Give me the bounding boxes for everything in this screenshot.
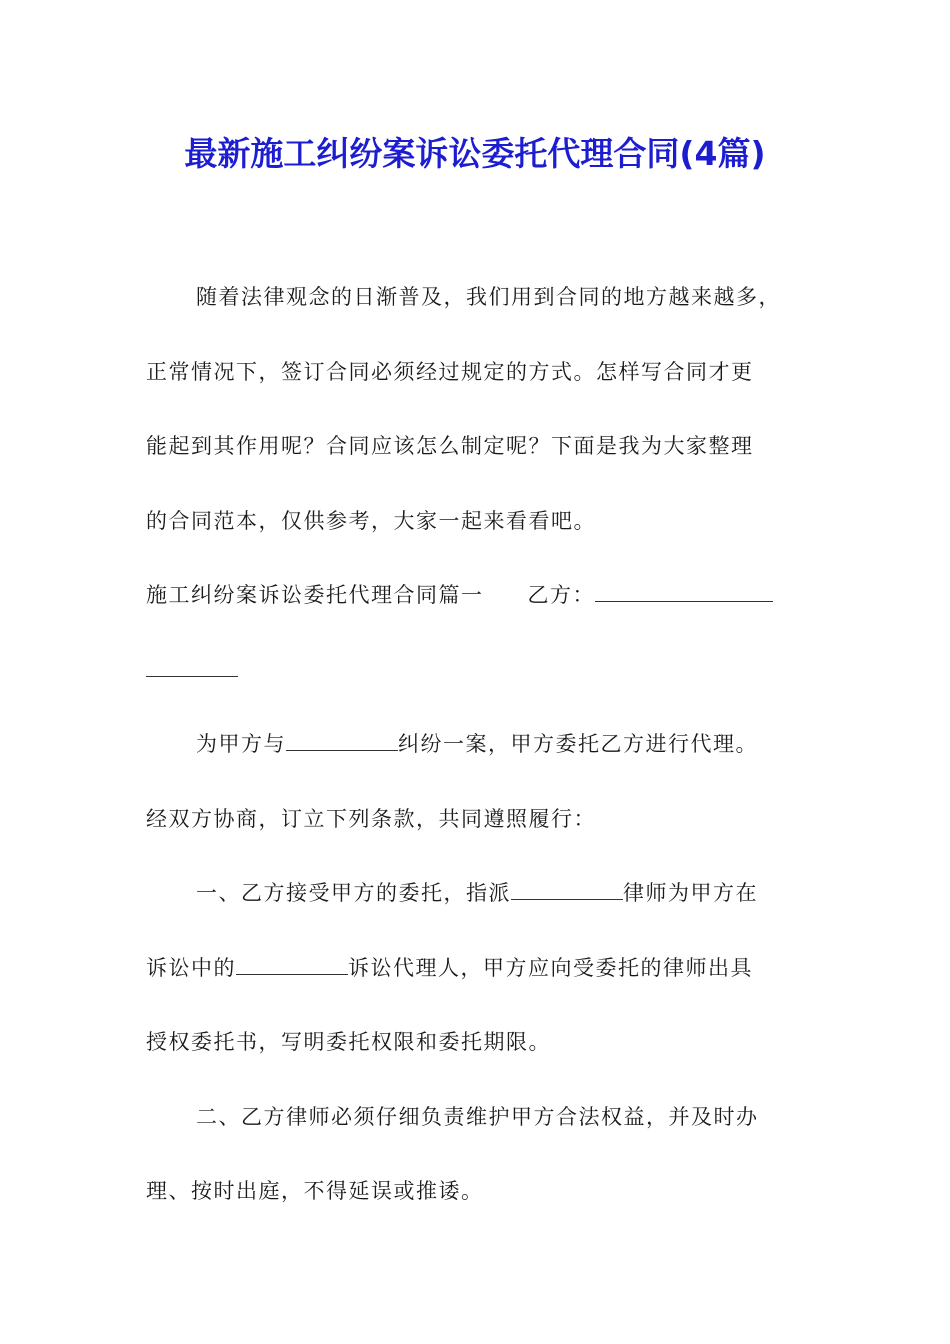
section-heading: 施工纠纷案诉讼委托代理合同篇一 [146,583,484,607]
party-b-continuation-line [146,633,810,708]
dispute-blank [286,730,398,751]
para1-line-1 [146,707,810,782]
party-b-blank-continued [146,656,238,677]
intro-line-3: 能起到其作用呢？合同应该怎么制定呢？下面是我为大家整理 [146,434,754,458]
party-b-label: 乙方： [527,583,595,607]
document-body [146,260,810,1229]
clause1-text-c: 诉讼中的 [146,955,236,980]
clause1-line-3: 授权委托书，写明委托权限和委托期限。 [146,1030,551,1054]
clause1-line-1 [146,856,810,931]
party-b-blank [595,581,773,602]
intro-line-1: 随着法律观念的日渐普及，我们用到合同的地方越来越多， [196,285,781,309]
lawyer-blank [511,879,623,900]
clause2-line-1: 二、乙方律师必须仔细负责维护甲方合法权益，并及时办 [196,1104,759,1129]
clause1-line-2 [146,931,810,1006]
para1-text-a: 为甲方与 [196,732,286,756]
para1-text-b: 纠纷一案，甲方委托乙方进行代理。 [398,732,758,756]
section-heading-line [146,558,810,633]
clause1-text-b: 律师为甲方在 [623,881,758,905]
role-blank [236,954,348,975]
intro-line-2: 正常情况下，签订合同必须经过规定的方式。怎样写合同才更 [146,359,754,384]
clause2-line-2: 理、按时出庭，不得延误或推诿。 [146,1179,484,1203]
intro-line-4: 的合同范本，仅供参考，大家一起来看看吧。 [146,508,596,533]
clause1-text-d: 诉讼代理人，甲方应向受委托的律师出具 [348,955,753,980]
para1-line-2: 经双方协商，订立下列条款，共同遵照履行： [146,806,596,831]
clause1-text-a: 一、乙方接受甲方的委托，指派 [196,881,511,905]
document-title: 最新施工纠纷案诉讼委托代理合同(4篇) [184,134,766,173]
